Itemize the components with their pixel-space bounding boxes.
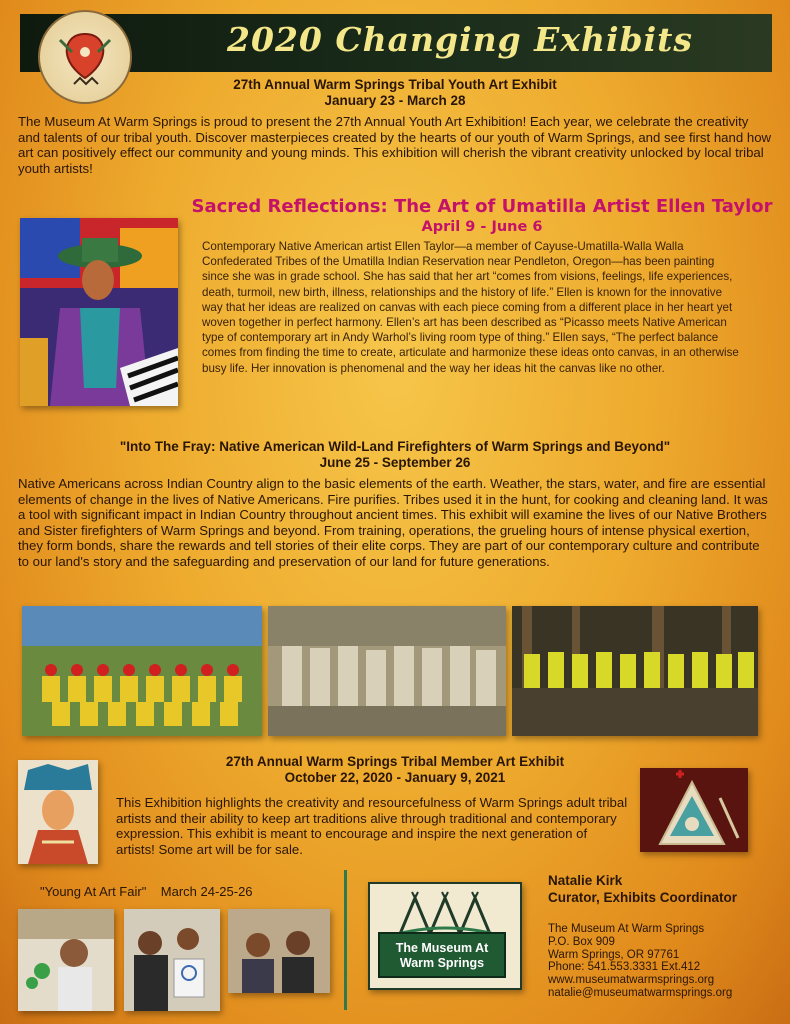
museum-logo-line1: The Museum At	[395, 941, 489, 955]
fair-photo-1	[18, 909, 114, 1011]
contact-block	[548, 923, 778, 1000]
section-divider	[344, 870, 347, 1010]
ellen-taylor-painting-image	[20, 218, 178, 406]
museum-logo	[368, 882, 522, 990]
exhibit3-title: "Into The Fray: Native American Wild-Land Firefighters of Warm Springs and Beyond"	[119, 439, 671, 454]
tribal-member-art-image-1	[18, 760, 98, 864]
contact-org: The Museum At Warm Springs	[548, 923, 705, 935]
museum-logo-plate	[378, 932, 506, 978]
museum-logo-line2: Warm Springs	[399, 956, 485, 970]
exhibit1-dates: January 23 - March 28	[324, 93, 466, 108]
museum-emblem-logo	[38, 10, 132, 104]
contact-phone: Phone: 541.553.3331 Ext.412	[548, 961, 701, 974]
curator-name: Natalie Kirk	[548, 873, 623, 888]
exhibit3-description: Native Americans across Indian Country align to the basic elements of the earth. Weather, the stars, water, and fire are essential elements of change in the lives of Native Americans. Fire purifies. Tribes used it in the hunt, for cooking and cleaning land. It was a tool with significant impact in Indian Country throughout ancient times. This exhibit will examine the lives of our Native Brothers and Sister firefighters of Warm Springs and beyond. From training, operations, the grueling hours of intense physical exertion, they form bonds, share the rewards and tell stories of their elite corps. They are part of our contemporary culture and contribute to our land's story and the safeguarding and preservation of our land for future generations.	[18, 476, 768, 569]
exhibit2-dates: April 9 - June 6	[421, 219, 543, 235]
firefighters-forest-photo	[512, 606, 758, 736]
fair-heading	[40, 884, 330, 900]
fair-title: "Young At Art Fair"	[40, 884, 147, 899]
contact-po-box: P.O. Box 909	[548, 935, 615, 948]
curator-role: Curator, Exhibits Coordinator	[548, 890, 738, 905]
exhibit1-title: 27th Annual Warm Springs Tribal Youth Art Exhibit	[233, 77, 557, 92]
exhibit1-description: The Museum At Warm Springs is proud to present the 27th Annual Youth Art Exhibition! Each year, we celebrate the creativity and talents of our tribal youth. Discover masterpieces created by the hearts of our youth of Warm Springs, and see first hand how art can positively effect our community and young minds. This exhibition will cherish the vibrant creativity unlocked by local tribal youth artists!	[18, 114, 772, 176]
exhibit3-dates: June 25 - September 26	[319, 455, 471, 470]
fair-photo-3	[228, 909, 330, 993]
exhibit2-title: Sacred Reflections: The Art of Umatilla Artist Ellen Taylor	[191, 196, 773, 217]
firefighters-historic-photo	[268, 606, 506, 736]
exhibit4-dates: October 22, 2020 - January 9, 2021	[284, 770, 506, 785]
exhibit4-title: 27th Annual Warm Springs Tribal Member Art Exhibit	[225, 754, 565, 769]
tribal-member-art-image-2	[640, 768, 748, 852]
exhibit2-description: Contemporary Native American artist Ellen Taylor—a member of Cayuse-Umatilla-Walla Walla Confederated Tribes of the Umatilla Indian Reservation near Pendleton, Oregon—has been painting since she was in grade school. She has said that her art “comes from visions, feelings, life experiences, death, turmoil, new birth, illness, relationships and the history of life.” Ellen is known for the innovative way that her ideas are realized on canvas with each piece coming from a different place in her heart yet woven together in perfect harmony. Ellen’s art has been described as “Picasso meets Native American type of contemporary art in Andy Warhol’s living room type of thing.” Ellen says, “The perfect balance comes from finding the time to create, articulate and harmonize these ideas onto canvas, in an otherwise busy life. Her innovation is phenomenal and the way her ideas hit the canvas like no other.	[202, 240, 739, 375]
header-banner	[20, 14, 772, 72]
emblem-icon	[40, 12, 130, 102]
fair-photo-2	[124, 909, 220, 1011]
contact-website-link[interactable]: www.museumatwarmsprings.org	[548, 974, 715, 987]
contact-city: Warm Springs, OR 97761	[548, 948, 680, 961]
firefighters-group-photo-1	[22, 606, 262, 736]
exhibit4-description: This Exhibition highlights the creativity and resourcefulness of Warm Springs adult tribal artists and their ability to keep art traditions alive through traditional and contemporary expression. This exhibit is meant to encourage and inspire the next generation of artists! Some art will be for sale.	[116, 795, 628, 857]
page-title: 2020 Changing Exhibits	[227, 20, 693, 59]
fair-dates: March 24-25-26	[160, 884, 253, 899]
contact-email-link[interactable]: natalie@museumatwarmsprings.org	[548, 986, 733, 999]
